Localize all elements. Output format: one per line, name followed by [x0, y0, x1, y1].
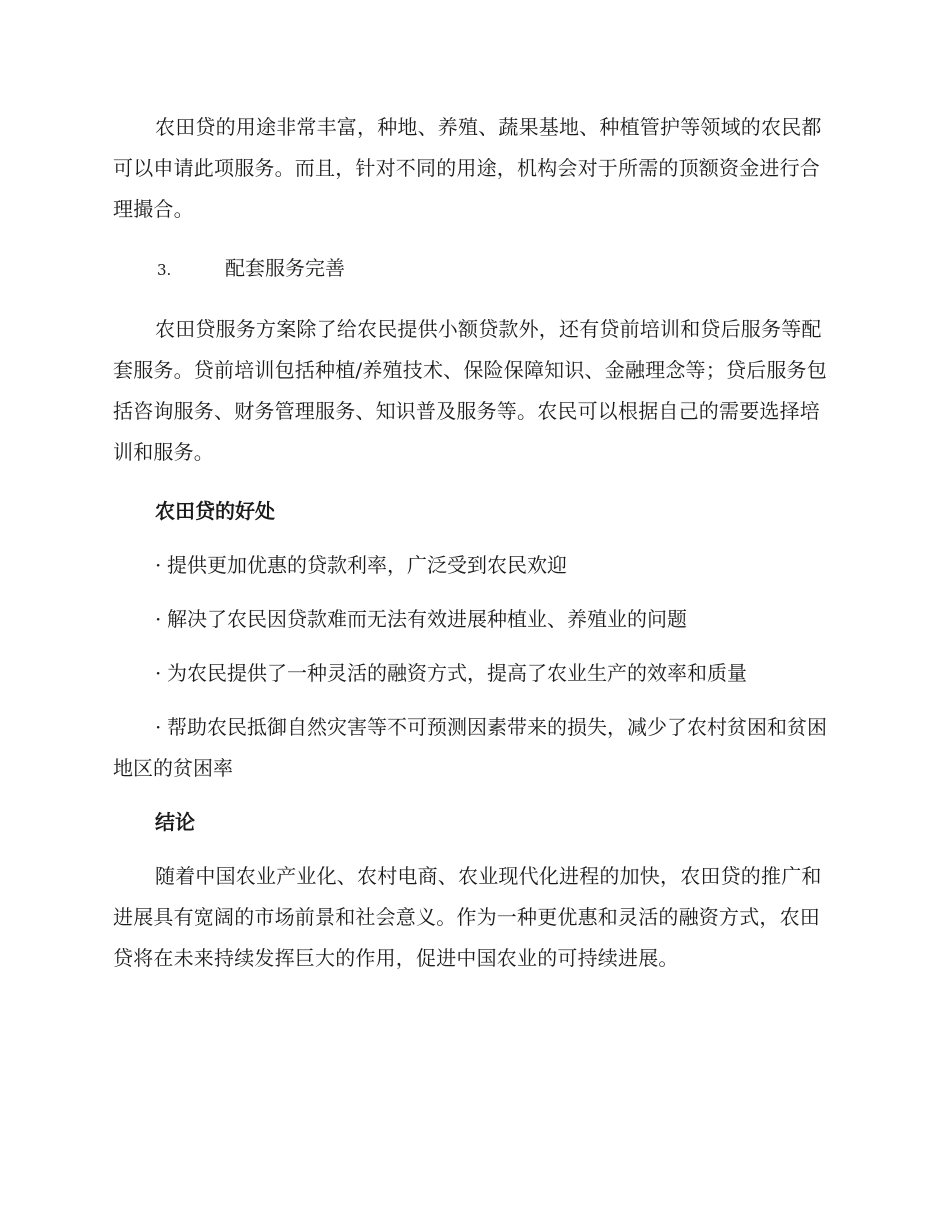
- paragraph-conclusion: 随着中国农业产业化、农村电商、农业现代化进程的加快，农田贷的推广和进展具有宽阔的市场前景和社会意义。作为一种更优惠和灵活的融资方式，农田贷将在未来持续发挥巨大的作用，促进中国农业的可持续进展。: [113, 864, 822, 970]
- benefit-item: [113, 545, 833, 586]
- benefit-text: 为农民提供了一种灵活的融资方式，提高了农业生产的效率和质量: [167, 661, 747, 685]
- bullet-dot: ·: [155, 661, 162, 685]
- benefit-text: 提供更加优惠的贷款利率，广泛受到农民欢迎: [167, 553, 567, 577]
- heading-conclusion: 结论: [155, 810, 195, 834]
- section-heading-supporting-services: [113, 248, 833, 291]
- paragraph-supporting-services: 农田贷服务方案除了给农民提供小额贷款外，还有贷前培训和贷后服务等配套服务。贷前培训包括种植/养殖技术、保险保障知识、金融理念等；贷后服务包括咨询服务、财务管理服务、知识普及服务等。农民可以根据自己的需要选择培训和服务。: [113, 317, 827, 464]
- benefit-text: 帮助农民抵御自然灾害等不可预测因素带来的损失，减少了农村贫困和贫困地区的贫困率: [113, 715, 827, 780]
- benefit-item: [113, 653, 833, 694]
- benefit-item: [113, 707, 833, 789]
- bullet-dot: ·: [155, 715, 162, 739]
- bullet-dot: ·: [155, 553, 162, 577]
- paragraph-loan-uses: 农田贷的用途非常丰富，种地、养殖、蔬果基地、种植管护等领域的农民都可以申请此项服务。而且，针对不同的用途，机构会对于所需的顶额资金进行合理撮合。: [113, 115, 822, 221]
- benefit-text: 解决了农民因贷款难而无法有效进展种植业、养殖业的问题: [167, 607, 687, 631]
- benefit-item: [113, 599, 833, 640]
- section-title: 配套服务完善: [225, 256, 345, 280]
- section-number: 3.: [157, 261, 172, 279]
- bullet-dot: ·: [155, 607, 162, 631]
- heading-benefits: 农田贷的好处: [155, 499, 275, 523]
- document-body: [113, 107, 833, 997]
